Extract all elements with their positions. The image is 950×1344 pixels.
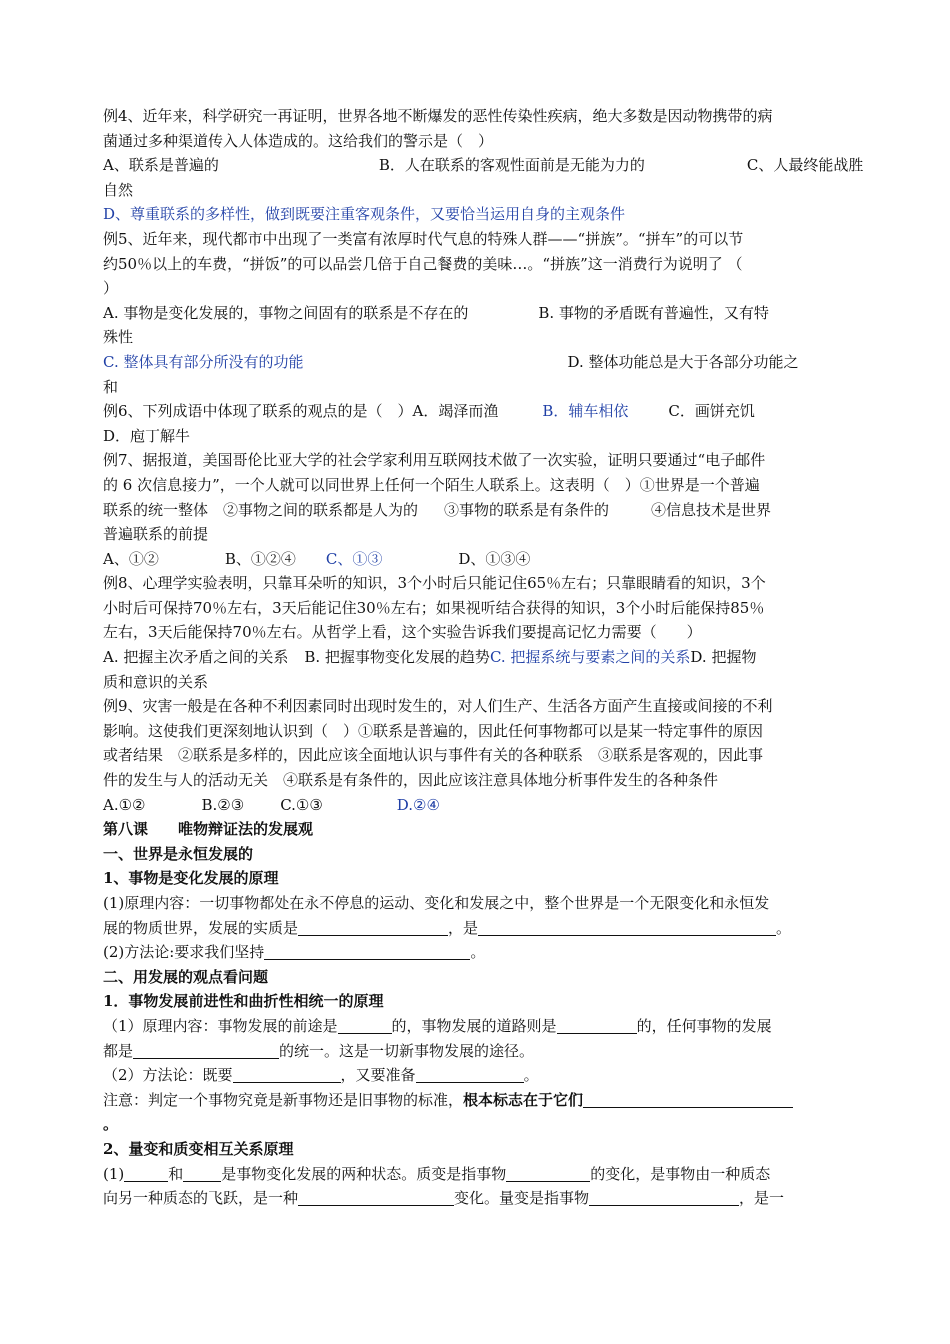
principle-2-text: 的，任何事物的发展 bbox=[636, 1016, 772, 1035]
principle-3-text: (1) bbox=[103, 1164, 125, 1183]
principle-2-text: 的，事物发展的道路则是 bbox=[391, 1016, 557, 1035]
q7-options bbox=[103, 547, 850, 572]
q4-option-b: B．人在联系的客观性面前是无能为力的 bbox=[378, 156, 645, 175]
q5-option-b: B. 事物的矛盾既有普遍性，又有特 bbox=[538, 303, 769, 322]
q4-option-a: A、联系是普遍的 bbox=[103, 156, 219, 175]
q7-line-3c: ④信息技术是世界 bbox=[651, 500, 772, 519]
method-2-text: 。 bbox=[523, 1066, 539, 1085]
q7-option-c-answer: C、①③ bbox=[325, 549, 383, 568]
q6-option-b-answer: B．辅车相依 bbox=[542, 402, 629, 421]
note-end: 。 bbox=[103, 1115, 119, 1134]
q8-option-d-cont: 质和意识的关系 bbox=[103, 672, 209, 691]
q9-line-1: 例9、灾害一般是在各种不利因素同时出现时发生的，对人们生产、生活各方面产生直接或间接的不利 bbox=[103, 697, 773, 716]
fill-blank[interactable] bbox=[298, 1189, 454, 1206]
q5-option-b-cont: 殊性 bbox=[103, 328, 134, 347]
principle-3-line-1 bbox=[103, 1162, 850, 1187]
document-page bbox=[103, 104, 864, 1211]
principle-2-line-1 bbox=[103, 1014, 850, 1039]
principle-1-line-1: (1)原理内容：一切事物都处在永不停息的运动、变化和发展之中，整个世界是一个无限变化和永恒发 bbox=[103, 894, 770, 912]
q5-options-cd bbox=[103, 350, 850, 375]
principle-1-text: 展的物质世界，发展的实质是 bbox=[103, 918, 299, 937]
q6-option-c: C．画饼充饥 bbox=[668, 402, 755, 421]
q8-option-c-answer: C. 把握系统与要素之间的关系 bbox=[489, 648, 691, 667]
q9-option-c: C.①③ bbox=[280, 795, 323, 814]
note-key-text: 根本标志在于它们 bbox=[463, 1090, 584, 1109]
q8-option-a: A. 把握主次矛盾之间的关系 bbox=[103, 648, 289, 667]
q9-options bbox=[103, 793, 850, 818]
principle-3-text: 的变化，是事物由一种质态 bbox=[590, 1164, 771, 1183]
method-1-text: 。 bbox=[470, 943, 486, 962]
fill-blank[interactable] bbox=[264, 943, 470, 960]
fill-blank[interactable] bbox=[506, 1165, 590, 1182]
q8-line-1: 例8、心理学实验表明，只靠耳朵听的知识，3个小时后只能记住65％左右；只靠眼睛看的知识，3个 bbox=[103, 574, 766, 593]
q6-stem: 例6、下列成语中体现了联系的观点的是（ ）A．竭泽而渔 bbox=[103, 402, 499, 421]
q6-line bbox=[103, 399, 850, 424]
q8-options bbox=[103, 645, 850, 670]
principle-2-text: （1）原理内容：事物发展的前途是 bbox=[103, 1016, 338, 1035]
q4-option-d-answer: D、尊重联系的多样性，做到既要注重客观条件，又要恰当运用自身的主观条件 bbox=[103, 205, 626, 224]
principle-1-line-2 bbox=[103, 916, 850, 941]
q8-line-2: 小时后可保持70％左右，3天后能记住30％左右；如果视听结合获得的知识，3个小时后能保持85％ bbox=[103, 598, 765, 617]
q8-line-3: 左右，3天后能保持70％左右。从哲学上看，这个实验告诉我们要提高记忆力需要（ ） bbox=[103, 623, 702, 642]
q7-line-4: 普遍联系的前提 bbox=[103, 525, 209, 544]
principle-2-text: 的统一。这是一切新事物发展的途径。 bbox=[279, 1041, 535, 1060]
principle-3-text: ，是一 bbox=[739, 1189, 785, 1208]
fill-blank[interactable] bbox=[338, 1017, 392, 1034]
q5-line-2: 约50％以上的车费，“拼饭”的可以品尝几倍于自己餐费的美味…。“拼族”这一消费行为说明了 （ bbox=[103, 254, 743, 273]
q4-line-2: 菌通过多种渠道传入人体造成的。这给我们的警示是（ ） bbox=[103, 131, 494, 150]
principle-2-line-2 bbox=[103, 1039, 850, 1064]
q7-line-3a: 联系的统一整体 ②事物之间的联系都是人为的 bbox=[103, 500, 419, 519]
principle-1-text: ，是 bbox=[448, 918, 479, 937]
principle-1-text: 。 bbox=[776, 918, 792, 937]
q9-option-a: A.①② bbox=[103, 795, 146, 814]
principle-3-text: 向另一种质态的飞跃，是一种 bbox=[103, 1189, 299, 1208]
fill-blank[interactable] bbox=[416, 1066, 524, 1083]
fill-blank[interactable] bbox=[124, 1165, 168, 1182]
q7-option-b: B、①②④ bbox=[224, 549, 296, 568]
q6-option-d: D．庖丁解牛 bbox=[103, 426, 191, 445]
section-2-heading: 二、用发展的观点看问题 bbox=[103, 967, 269, 986]
q5-option-d: D. 整体功能总是大于各部分功能之 bbox=[567, 352, 799, 371]
q5-option-a: A. 事物是变化发展的，事物之间固有的联系是不存在的 bbox=[103, 303, 469, 322]
q4-option-c: C、人最终能战胜 bbox=[746, 156, 864, 175]
q7-line-3 bbox=[103, 498, 850, 523]
principle-3-text: 和 bbox=[168, 1164, 184, 1183]
section-1-1-heading: 1、事物是变化发展的原理 bbox=[103, 869, 279, 888]
fill-blank[interactable] bbox=[133, 1042, 279, 1059]
q4-options bbox=[103, 153, 864, 178]
q7-line-3b: ③事物的联系是有条件的 bbox=[444, 500, 610, 519]
note-line bbox=[103, 1088, 850, 1113]
q4-option-c-cont: 自然 bbox=[103, 180, 134, 199]
fill-blank[interactable] bbox=[557, 1017, 637, 1034]
note-text: 注意：判定一个事物究竟是新事物还是旧事物的标准， bbox=[103, 1090, 464, 1109]
method-2-text: （2）方法论：既要 bbox=[103, 1066, 233, 1085]
q4-line-1: 例4、近年来，科学研究一再证明，世界各地不断爆发的恶性传染性疾病，绝大多数是因动物携带的病 bbox=[103, 107, 773, 125]
principle-3-line-2 bbox=[103, 1186, 850, 1211]
q9-option-b: B.②③ bbox=[201, 795, 245, 814]
q8-option-b: B. 把握事物变化发展的趋势 bbox=[304, 648, 490, 667]
fill-blank[interactable] bbox=[233, 1066, 341, 1083]
principle-3-text: 变化。量变是指事物 bbox=[454, 1189, 590, 1208]
method-2-text: ，又要准备 bbox=[340, 1066, 416, 1085]
fill-blank[interactable] bbox=[183, 1165, 221, 1182]
q5-line-3: ） bbox=[103, 279, 119, 298]
q8-option-d: D. 把握物 bbox=[690, 648, 757, 667]
principle-3-text: 是事物变化发展的两种状态。质变是指事物 bbox=[221, 1164, 507, 1183]
q5-line-1: 例5、近年来，现代都市中出现了一类富有浓厚时代气息的特殊人群——“拼族”。“拼车”的可以节 bbox=[103, 229, 744, 248]
lesson-title: 第八课 唯物辩证法的发展观 bbox=[103, 820, 314, 839]
q5-option-d-cont: 和 bbox=[103, 377, 119, 396]
q5-option-c-answer: C. 整体具有部分所没有的功能 bbox=[103, 352, 304, 371]
q5-options-ab bbox=[103, 301, 850, 326]
method-1-line bbox=[103, 940, 850, 965]
section-2-2-heading: 2、量变和质变相互关系原理 bbox=[103, 1139, 294, 1158]
method-1-text: (2)方法论:要求我们坚持 bbox=[103, 943, 265, 962]
q7-line-2: 的 6 次信息接力”，一个人就可以同世界上任何一个陌生人联系上。这表明（ ）①世界是一个普遍 bbox=[103, 475, 760, 494]
fill-blank[interactable] bbox=[478, 919, 776, 936]
q7-line-1: 例7、据报道，美国哥伦比亚大学的社会学家利用互联网技术做了一次实验，证明只要通过“电子邮件 bbox=[103, 451, 766, 470]
fill-blank[interactable] bbox=[298, 919, 448, 936]
method-2-line bbox=[103, 1063, 850, 1088]
q9-line-3: 或者结果 ②联系是多样的，因此应该全面地认识与事件有关的各种联系 ③联系是客观的，因此事 bbox=[103, 746, 764, 765]
q9-option-d-answer: D.②④ bbox=[396, 795, 440, 814]
section-2-1-heading: 1．事物发展前进性和曲折性相统一的原理 bbox=[103, 992, 384, 1011]
section-1-heading: 一、世界是永恒发展的 bbox=[103, 844, 254, 863]
fill-blank[interactable] bbox=[583, 1091, 793, 1108]
q9-line-2: 影响。这使我们更深刻地认识到（ ）①联系是普遍的，因此任何事物都可以是某一特定事件的原因 bbox=[103, 721, 764, 740]
q7-option-a: A、①② bbox=[103, 549, 159, 568]
fill-blank[interactable] bbox=[589, 1189, 739, 1206]
q7-option-d: D、①③④ bbox=[458, 549, 531, 568]
principle-2-text: 都是 bbox=[103, 1041, 134, 1060]
q9-line-4: 件的发生与人的活动无关 ④联系是有条件的，因此应该注意具体地分析事件发生的各种条件 bbox=[103, 771, 719, 790]
